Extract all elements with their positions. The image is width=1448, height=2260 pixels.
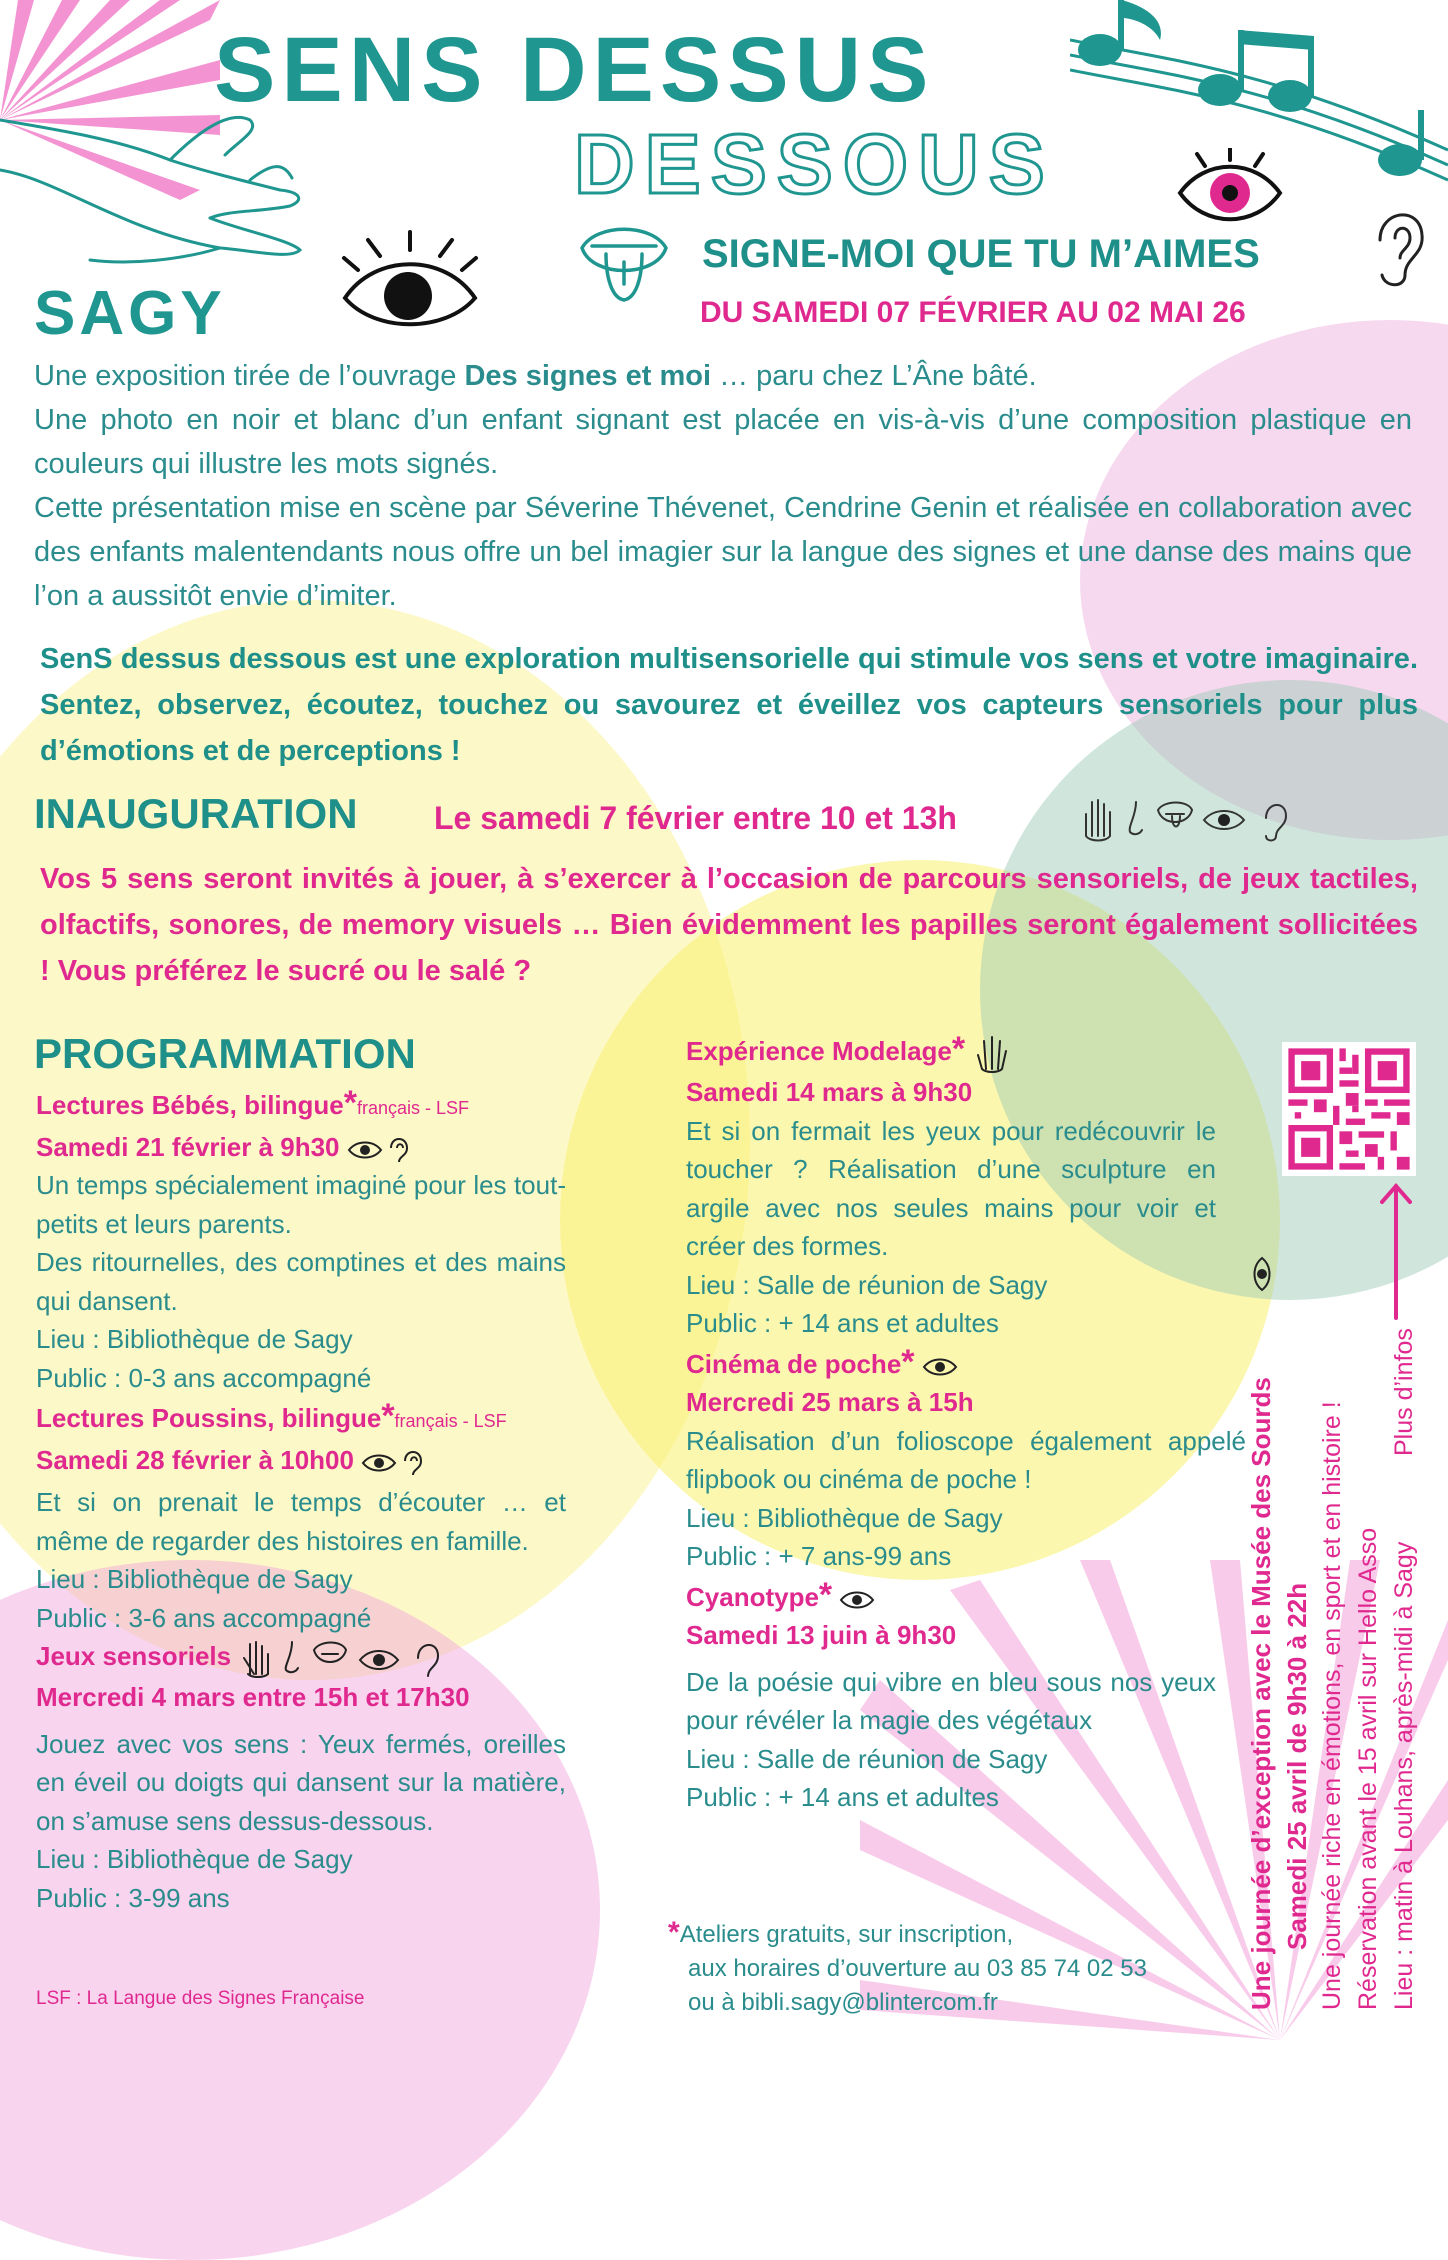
intro-paragraph-3: Cette présentation mise en scène par Séverine Thévenet, Cendrine Genin et réalisée en collaboration avec des enfants malentendants nous offre un bel imagier sur la langue des signes et une danse des mains que l’on a aussitôt envie d’imiter. bbox=[34, 492, 1412, 612]
event-date bbox=[686, 1616, 1216, 1655]
event-title-text: Expérience Modelage bbox=[686, 1036, 952, 1066]
event-description: De la poésie qui vibre en bleu sous nos yeux pour révéler la magie des végétaux bbox=[686, 1666, 1216, 1736]
footer-line-3[interactable]: ou à bibli.sagy@blintercom.fr bbox=[688, 1989, 998, 2016]
event-date-text: Samedi 28 février à 10h00 bbox=[36, 1444, 354, 1475]
asterisk: * bbox=[381, 1397, 395, 1435]
event-location: Lieu : Bibliothèque de Sagy bbox=[686, 1502, 1003, 1533]
event-title bbox=[686, 1343, 1216, 1384]
asterisk: * bbox=[668, 1916, 680, 1949]
eye-ear-icons bbox=[347, 1134, 409, 1164]
event-audience: Public : + 14 ans et adultes bbox=[686, 1782, 999, 1813]
side-event-title: Une journée d’exception avec le Musée des Sourds bbox=[1246, 1377, 1276, 2010]
hand-illustration bbox=[0, 100, 320, 280]
footer-line-1-text: Ateliers gratuits, sur inscription, bbox=[679, 1921, 1014, 1948]
event-description: Et si on prenait le temps d’écouter … et même de regarder des histoires en famille. bbox=[36, 1487, 566, 1556]
ear-icon bbox=[1370, 200, 1430, 290]
event-location: Lieu : Bibliothèque de Sagy bbox=[36, 1324, 353, 1354]
inauguration-date: Le samedi 7 février entre 10 et 13h bbox=[434, 800, 957, 836]
intro-text bbox=[34, 354, 1412, 618]
event-note: français - LSF bbox=[356, 1098, 470, 1118]
footer-info bbox=[668, 1916, 1147, 2020]
location-title: SAGY bbox=[34, 279, 226, 348]
intro-line-1-pre: Une exposition tirée de l’ouvrage bbox=[34, 360, 465, 392]
book-title: Des signes et moi bbox=[464, 360, 712, 392]
event-audience: Public : 3-6 ans accompagné bbox=[36, 1602, 372, 1633]
event-title-text: Lectures Bébés, bilingue bbox=[36, 1090, 344, 1120]
event-title bbox=[36, 1397, 566, 1441]
hand-icon bbox=[972, 1033, 1012, 1073]
qr-code[interactable] bbox=[1282, 1042, 1416, 1176]
intro-line-1 bbox=[34, 354, 1412, 398]
event-title bbox=[36, 1637, 566, 1678]
eye-icon bbox=[340, 228, 480, 338]
event-title bbox=[36, 1084, 566, 1128]
lsf-note: LSF : La Langue des Signes Française bbox=[36, 1988, 365, 2009]
exhibition-subtitle: SIGNE-MOI QUE TU M’AIMES bbox=[702, 232, 1260, 276]
footer-line-1 bbox=[668, 1916, 1147, 1952]
inauguration-text: Vos 5 sens seront invités à jouer, à s’exercer à l’occasion de parcours sensoriels, de jeux tactiles, olfactifs, sonores, de memory visuels … Bien évidemment les papilles seront également sollicitées ! Vous préférez le sucré ou le salé ? bbox=[40, 863, 1418, 987]
event-note: français - LSF bbox=[394, 1411, 507, 1431]
event-date bbox=[686, 1383, 1216, 1422]
intro-line-1-post: … paru chez L’Âne bâté. bbox=[711, 360, 1037, 392]
eye-small-icon bbox=[922, 1353, 958, 1379]
event-date bbox=[36, 1678, 566, 1717]
event-date bbox=[36, 1441, 566, 1480]
asterisk: * bbox=[951, 1030, 966, 1068]
eye-pink-icon bbox=[1175, 148, 1285, 238]
programmation-heading: PROGRAMMATION bbox=[34, 1030, 416, 1077]
asterisk: * bbox=[343, 1084, 357, 1122]
senses-icons bbox=[1080, 796, 1300, 842]
sens-description: SenS dessus dessous est une exploration multisensorielle qui stimule vos sens et votre imaginaire. Sentez, observez, écoutez, touchez ou savourez et éveillez vos capteurs sensoriels pour plus d’émotions et de perceptions ! bbox=[40, 643, 1418, 767]
event-location: Lieu : Salle de réunion de Sagy bbox=[686, 1269, 1048, 1300]
event-audience: Public : 3-99 ans bbox=[36, 1882, 230, 1913]
event-title-text: Cinéma de poche bbox=[686, 1348, 902, 1379]
side-event-booking: Réservation avant le 15 avril sur Hello Asso bbox=[1354, 1527, 1382, 2010]
event-description: Un temps spécialement imaginé pour les tout-petits et leurs parents. bbox=[36, 1170, 566, 1239]
mouth-tongue-icon bbox=[576, 218, 672, 306]
event-date-text: Mercredi 25 mars à 15h bbox=[686, 1387, 974, 1418]
program-right-column bbox=[686, 1030, 1246, 1817]
asterisk: * bbox=[901, 1342, 915, 1381]
more-info-label: Plus d’infos bbox=[1390, 1328, 1418, 1456]
event-audience: Public : + 7 ans-99 ans bbox=[686, 1541, 952, 1572]
footer-line-2: aux horaires d’ouverture au 03 85 74 02 53 bbox=[688, 1955, 1147, 1982]
side-event-desc: Une journée riche en émotions, en sport et en histoire ! bbox=[1318, 1401, 1346, 2010]
title-line-2: DESSOUS bbox=[574, 117, 1055, 211]
event-title-text: Lectures Poussins, bilingue bbox=[36, 1403, 382, 1433]
event-location: Lieu : Salle de réunion de Sagy bbox=[686, 1743, 1048, 1774]
eye-small-icon bbox=[839, 1586, 875, 1612]
eye-small-icon bbox=[1248, 1256, 1274, 1292]
event-location: Lieu : Bibliothèque de Sagy bbox=[36, 1844, 353, 1875]
eye-ear-icons bbox=[361, 1447, 423, 1477]
event-date-text: Mercredi 4 mars entre 15h et 17h30 bbox=[36, 1682, 470, 1713]
event-title bbox=[686, 1030, 1216, 1073]
event-date bbox=[36, 1128, 566, 1167]
event-date-text: Samedi 14 mars à 9h30 bbox=[686, 1077, 973, 1108]
event-date-text: Samedi 13 juin à 9h30 bbox=[686, 1620, 957, 1651]
side-event-location: Lieu : matin à Louhans, après-midi à Sagy bbox=[1390, 1541, 1418, 2010]
event-title-text: Cyanotype bbox=[686, 1581, 819, 1612]
event-description: Réalisation d’un folioscope également appelé flipbook ou cinéma de poche ! bbox=[686, 1425, 1246, 1495]
intro-paragraph-2: Une photo en noir et blanc d’un enfant signant est placée en vis-à-vis d’une composition plastique en couleurs qui illustre les mots signés. bbox=[34, 404, 1412, 480]
program-left-column bbox=[36, 1084, 566, 1917]
side-event-date: Samedi 25 avril de 9h30 à 22h bbox=[1282, 1582, 1312, 1950]
arrow-up-icon bbox=[1376, 1180, 1416, 1320]
asterisk: * bbox=[818, 1575, 833, 1614]
event-description: Jouez avec vos sens : Yeux fermés, oreilles en éveil ou doigts qui dansent sur la matière, on s’amuse sens dessus-dessous. bbox=[36, 1728, 566, 1836]
event-location: Lieu : Bibliothèque de Sagy bbox=[36, 1564, 353, 1594]
event-date bbox=[686, 1073, 1216, 1112]
five-senses-icons bbox=[238, 1638, 448, 1678]
event-title-text: Jeux sensoriels bbox=[36, 1641, 232, 1671]
event-audience: Public : + 14 ans et adultes bbox=[686, 1308, 999, 1339]
title-line-1: SENS DESSUS bbox=[214, 19, 935, 121]
event-title bbox=[686, 1576, 1216, 1617]
event-audience: Public : 0-3 ans accompagné bbox=[36, 1362, 372, 1393]
exhibition-dates: DU SAMEDI 07 FÉVRIER AU 02 MAI 26 bbox=[700, 296, 1246, 329]
event-description: Et si on fermait les yeux pour redécouvrir le toucher ? Réalisation d’une sculpture en argile avec nos seules mains pour voir et créer des formes. bbox=[686, 1115, 1216, 1262]
event-date-text: Samedi 21 février à 9h30 bbox=[36, 1131, 340, 1162]
inauguration-heading: INAUGURATION bbox=[34, 790, 358, 837]
event-description-2: Des ritournelles, des comptines et des mains qui dansent. bbox=[36, 1247, 566, 1316]
